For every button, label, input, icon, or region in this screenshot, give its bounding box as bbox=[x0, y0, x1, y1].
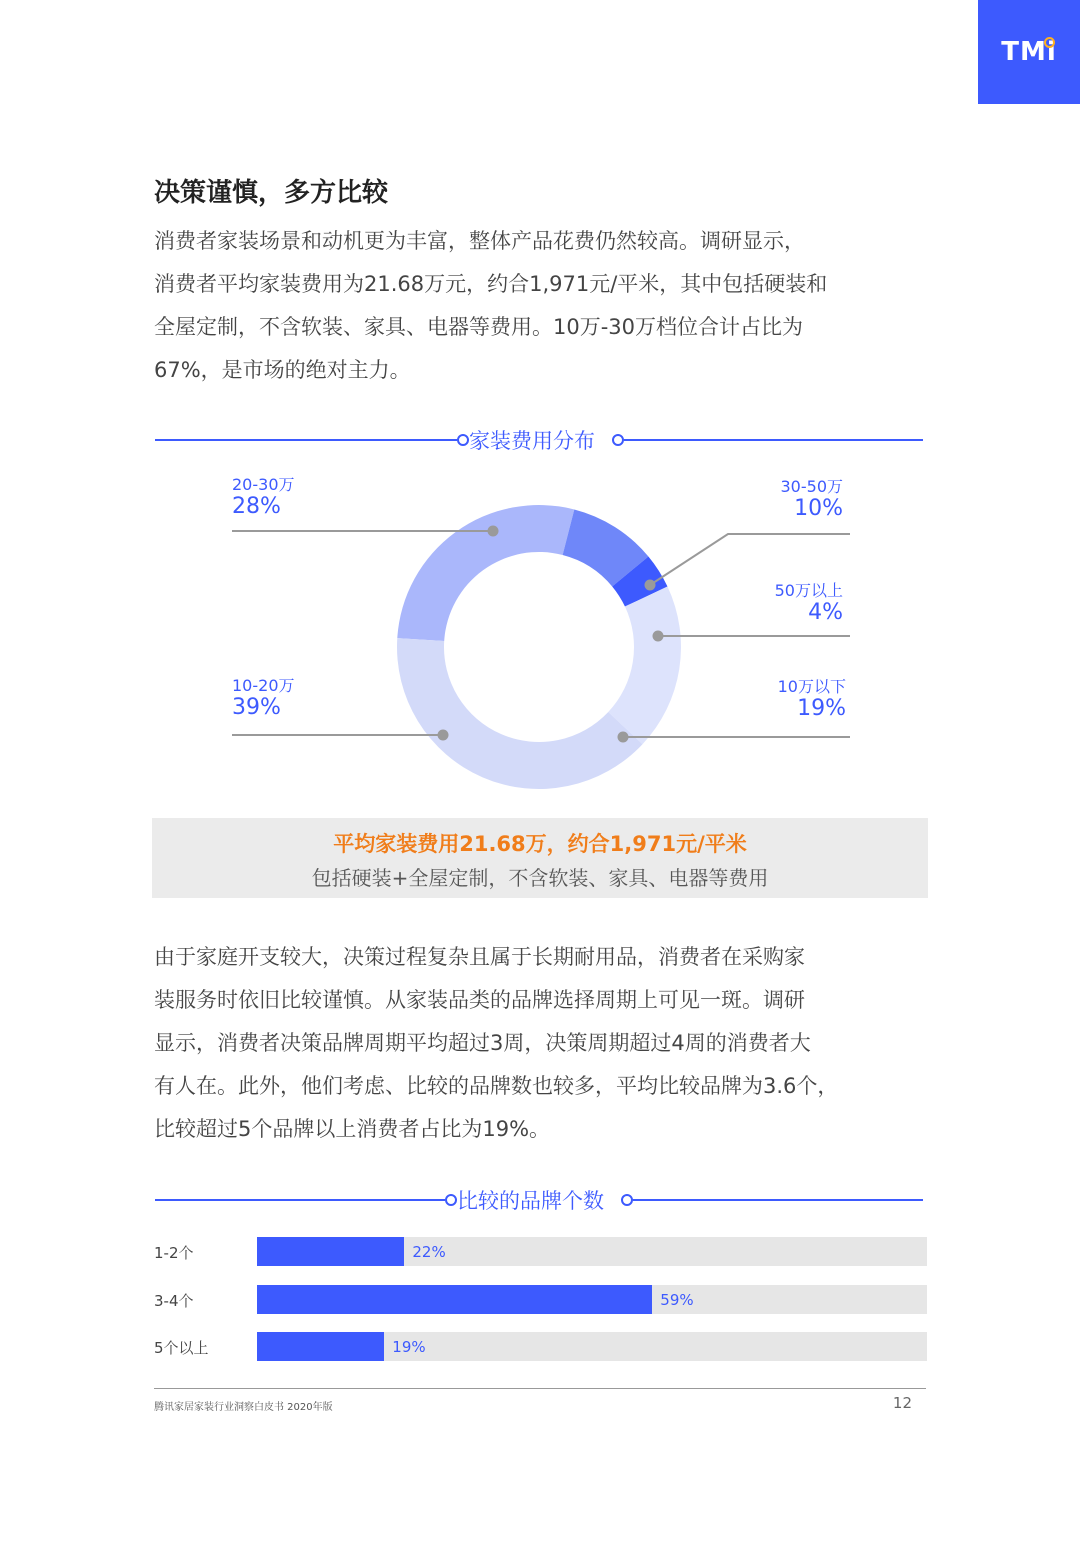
donut-label-50plus: 50万以上 bbox=[774, 581, 843, 600]
logo-text: TMi bbox=[1001, 37, 1057, 67]
leader-dot bbox=[438, 730, 449, 741]
donut-value-20-30: 28% bbox=[232, 494, 281, 519]
bar-title-text: 比较的品牌个数 bbox=[457, 1189, 604, 1213]
intro-line: 全屋定制，不含软装、家具、电器等费用。10万-30万档位合计占比为 bbox=[154, 315, 804, 339]
footer-publication: 腾讯家居家装行业洞察白皮书 2020年版 bbox=[154, 1402, 333, 1413]
title-ring-right-icon bbox=[621, 1194, 633, 1206]
bar-chart-title bbox=[155, 1185, 925, 1215]
body-line: 装服务时依旧比较谨慎。从家装品类的品牌选择周期上可见一斑。调研 bbox=[154, 988, 805, 1012]
bar-fill bbox=[257, 1332, 384, 1361]
bar-row bbox=[154, 1237, 928, 1267]
donut-slice bbox=[397, 505, 574, 641]
summary-note: 包括硬装+全屋定制，不含软装、家具、电器等费用 bbox=[311, 866, 769, 890]
bar-category: 5个以上 bbox=[154, 1339, 209, 1357]
bar-category: 1-2个 bbox=[154, 1244, 194, 1262]
intro-line: 消费者平均家装费用为21.68万元，约合1,971元/平米，其中包括硬装和 bbox=[154, 272, 828, 296]
title-ring-left-icon bbox=[445, 1194, 457, 1206]
footer-divider bbox=[154, 1388, 926, 1389]
bar-value-label: 59% bbox=[660, 1291, 694, 1309]
donut-value-30-50: 10% bbox=[794, 496, 843, 521]
donut-value-10-20: 39% bbox=[232, 695, 281, 720]
donut-value-50plus: 4% bbox=[808, 600, 843, 625]
body-line: 比较超过5个品牌以上消费者占比为19%。 bbox=[154, 1117, 551, 1141]
donut-label-under10: 10万以下 bbox=[777, 677, 846, 696]
body-paragraph bbox=[154, 936, 944, 1151]
bar-value-label: 22% bbox=[412, 1243, 446, 1261]
bar-value-label: 19% bbox=[392, 1338, 426, 1356]
donut-value-under10: 19% bbox=[797, 696, 846, 721]
bar-track bbox=[257, 1285, 927, 1314]
intro-line: 消费者家装场景和动机更为丰富，整体产品花费仍然较高。调研显示， bbox=[154, 229, 805, 253]
donut-title-text: 家装费用分布 bbox=[469, 429, 595, 453]
body-line: 由于家庭开支较大，决策过程复杂且属于长期耐用品，消费者在采购家 bbox=[154, 945, 805, 969]
bar-category: 3-4个 bbox=[154, 1292, 194, 1310]
bar-row bbox=[154, 1285, 928, 1315]
title-line-right bbox=[633, 1199, 923, 1201]
body-line: 显示，消费者决策品牌周期平均超过3周，决策周期超过4周的消费者大 bbox=[154, 1031, 811, 1055]
bar-track bbox=[257, 1332, 927, 1361]
leader-dot bbox=[645, 580, 656, 591]
donut-label-10-20: 10-20万 bbox=[232, 676, 295, 695]
summary-headline: 平均家装费用21.68万，约合1,971元/平米 bbox=[333, 832, 747, 856]
leader-dot bbox=[618, 732, 629, 743]
bar-track bbox=[257, 1237, 927, 1266]
bar-fill bbox=[257, 1237, 404, 1266]
body-line: 有人在。此外，他们考虑、比较的品牌数也较多，平均比较品牌为3.6个， bbox=[154, 1074, 839, 1098]
page-number: 12 bbox=[892, 1394, 912, 1412]
title-line-left bbox=[155, 1199, 445, 1201]
donut-slice bbox=[397, 638, 643, 789]
leader-dot bbox=[653, 631, 664, 642]
donut-label-20-30: 20-30万 bbox=[232, 475, 295, 494]
donut-slice bbox=[608, 587, 681, 745]
intro-line: 67%，是市场的绝对主力。 bbox=[154, 358, 411, 382]
leader-dot bbox=[488, 526, 499, 537]
section-heading: 决策谨慎，多方比较 bbox=[154, 178, 389, 208]
donut-label-30-50: 30-50万 bbox=[780, 477, 843, 496]
summary-box bbox=[152, 818, 928, 898]
bar-fill bbox=[257, 1285, 652, 1314]
bar-row bbox=[154, 1332, 928, 1362]
